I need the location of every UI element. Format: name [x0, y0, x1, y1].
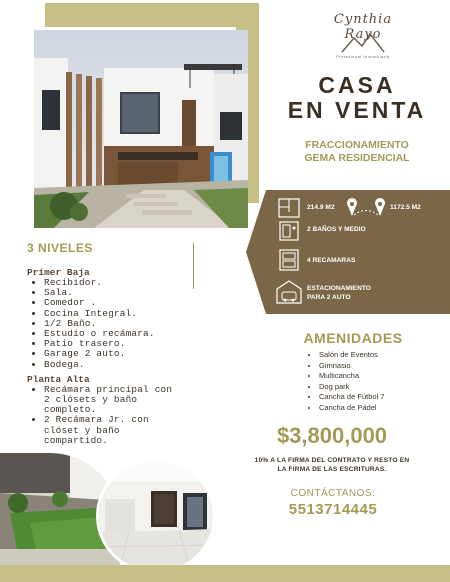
subdivision-line1: FRACCIONAMIENTO	[305, 139, 409, 151]
amenity-item: • Multicancha	[319, 371, 384, 382]
house-photo	[34, 30, 248, 228]
logo-subtitle: Profesional Inmobiliaria	[336, 54, 390, 59]
list-item: • Bodega.	[44, 360, 197, 370]
list-item: • Cocina Integral.	[44, 309, 197, 319]
ground-floor-title: Primer Baja	[27, 267, 90, 278]
parking-line2: PARA 2 AUTO	[307, 294, 351, 301]
amenities-list	[302, 350, 384, 414]
floorplan-icon	[278, 198, 300, 218]
upper-floor-list	[27, 385, 197, 446]
levels-heading: 3 NIVELES	[27, 241, 93, 255]
baths: 2 BAÑOS Y MEDIO	[307, 226, 366, 233]
feature-box	[266, 190, 450, 314]
list-item: • Sala.	[44, 288, 197, 298]
amenity-item: • Cancha de Pádel	[319, 403, 384, 414]
terms-line1: 10% A LA FIRMA DEL CONTRATO Y RESTO EN	[254, 457, 410, 464]
garage-icon	[276, 280, 302, 304]
parking-line1: ESTACIONAMIENTO	[307, 285, 371, 292]
bedroom-icon	[278, 248, 300, 272]
area-land: 1172.5 M2	[390, 204, 421, 211]
amenity-item: • Cancha de Fútbol 7	[319, 392, 384, 403]
price: $3,800,000	[276, 423, 388, 448]
floor-details	[27, 267, 197, 446]
list-item: • Patio trasero.	[44, 339, 197, 349]
phone-number[interactable]: 5513714445	[288, 501, 378, 518]
decor-band-bottom	[0, 565, 450, 582]
interior-photo	[96, 458, 216, 574]
list-item: • Comedor .	[44, 298, 197, 308]
list-item: • Recámara principal con 2 clósets y baño completo.	[44, 385, 197, 416]
page-title-line1: CASA	[318, 72, 396, 98]
amenity-item: • Dog park	[319, 382, 384, 393]
bedrooms: 4 RECAMARAS	[307, 257, 356, 264]
list-item: • 1/2 Baño.	[44, 319, 197, 329]
subdivision-line2: GEMA RESIDENCIAL	[304, 152, 410, 164]
list-item: • Recibidor.	[44, 278, 197, 288]
list-item: • 2 Recámara Jr. con clóset y baño compartido.	[44, 415, 197, 446]
list-item: • Garage 2 auto.	[44, 349, 197, 359]
decor-band-top	[45, 3, 259, 27]
brand-logo	[318, 10, 408, 60]
amenities-title: AMENIDADES	[303, 330, 403, 346]
bathroom-icon	[278, 220, 300, 242]
contact-label: CONTÁCTANOS:	[290, 488, 376, 499]
amenity-item: • Salón de Eventos	[319, 350, 384, 361]
page-title-line2: EN VENTA	[287, 97, 427, 123]
logo-script: Cynthia Rayo	[333, 12, 393, 42]
area-built: 214.9 M2	[307, 204, 335, 211]
location-pins-icon	[346, 198, 386, 218]
amenity-item: • Gimnasio	[319, 361, 384, 372]
feature-box-notch	[246, 190, 266, 314]
logo-house-icon	[340, 28, 386, 54]
ground-floor-list	[27, 278, 197, 370]
upper-floor-title: Planta Alta	[27, 373, 90, 385]
list-item: • Estudio o recámara.	[44, 329, 197, 339]
terms-line2: LA FIRMA DE LAS ESCRITURAS.	[277, 466, 387, 473]
